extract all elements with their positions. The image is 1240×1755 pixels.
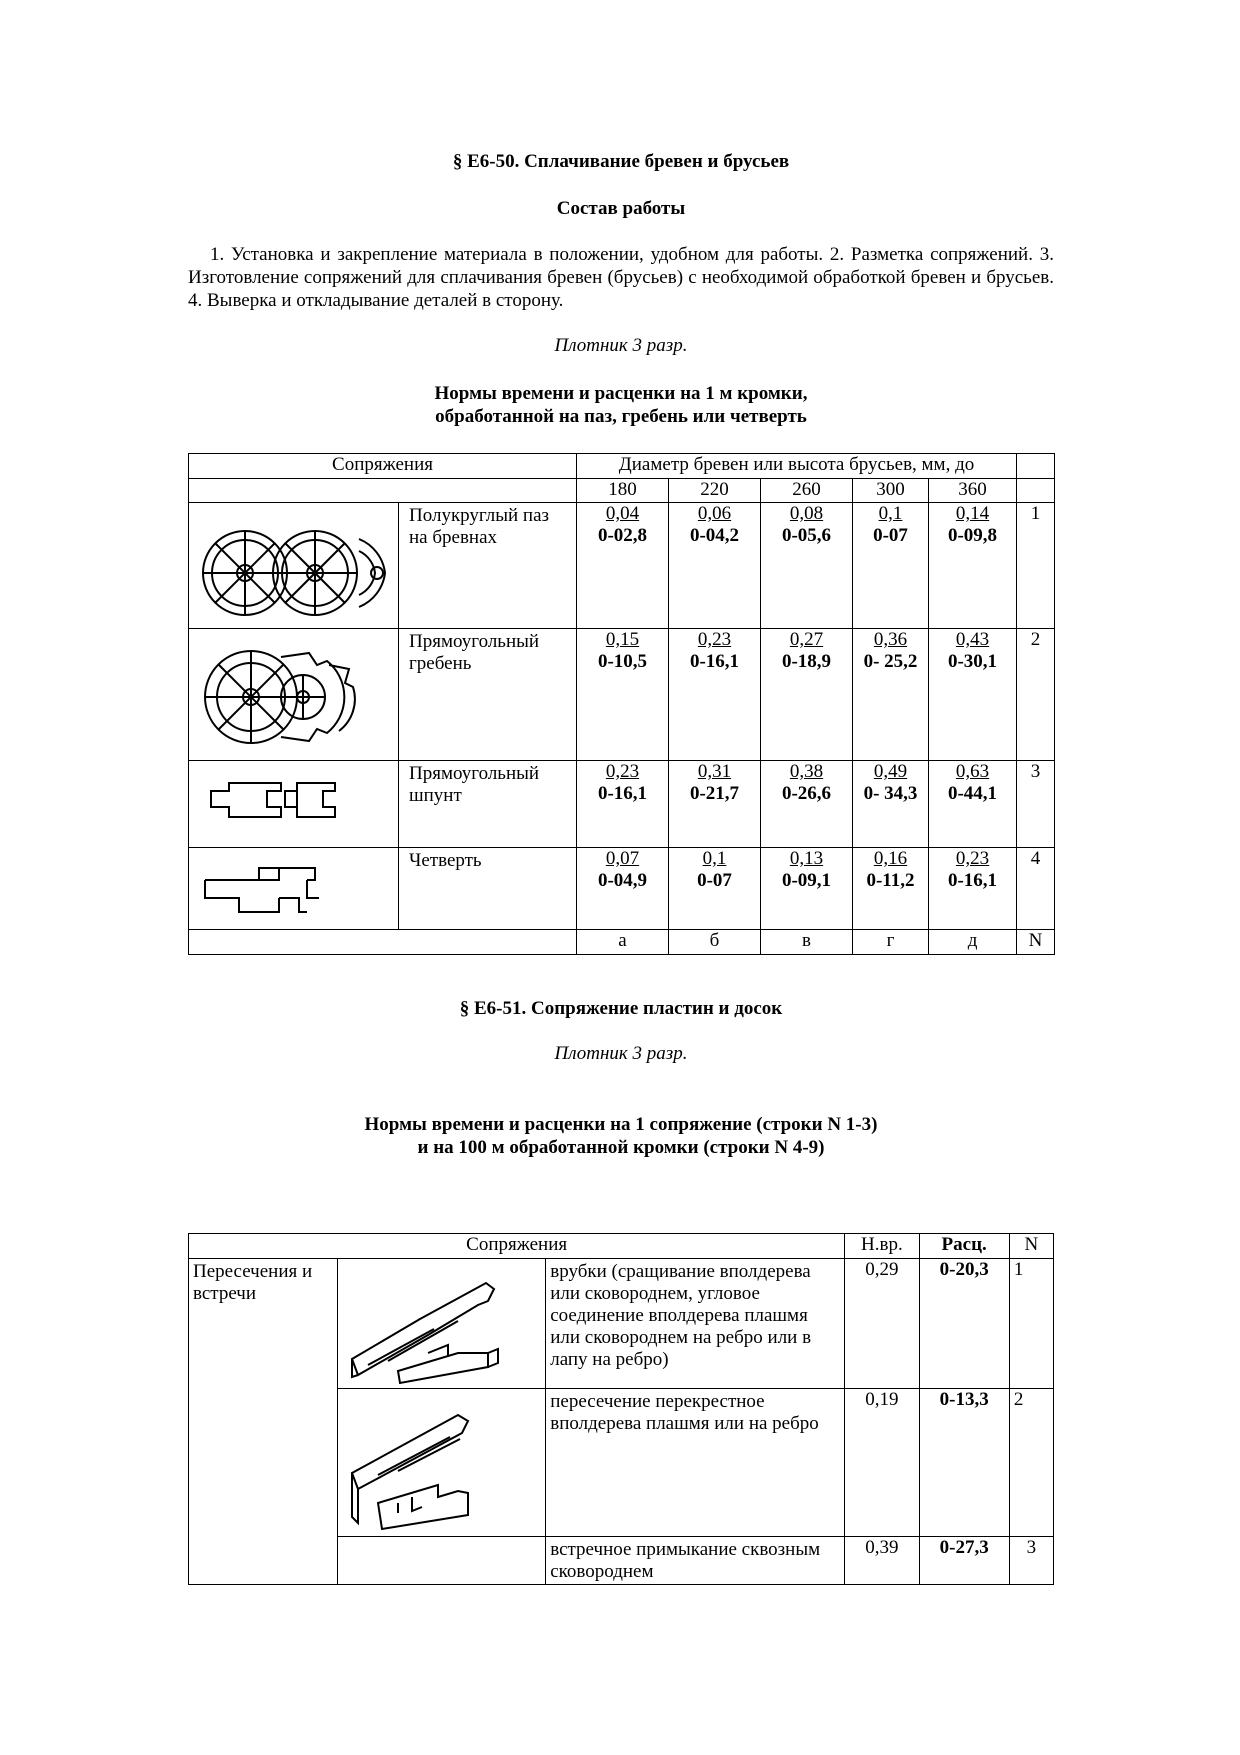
norms-table-1 bbox=[188, 453, 1055, 955]
footer-n: N bbox=[1017, 930, 1055, 955]
row3-col-b: 0,31 0-21,7 bbox=[669, 761, 761, 848]
diameter-260: 260 bbox=[761, 479, 853, 503]
t2-row2-hours: 0,19 bbox=[845, 1389, 919, 1537]
row1-col-g: 0,1 0-07 bbox=[853, 503, 929, 629]
half-lap-joint-icon bbox=[338, 1261, 544, 1386]
subheader-empty bbox=[189, 479, 577, 503]
t2-group-label: Пересечения и встречи bbox=[189, 1259, 338, 1585]
letter-g: г bbox=[853, 930, 929, 955]
table-row bbox=[189, 761, 1055, 848]
row1-figure bbox=[189, 503, 399, 629]
row4-col-g: 0,16 0-11,2 bbox=[853, 848, 929, 930]
header-joints: Сопряжения bbox=[189, 454, 577, 479]
row2-label: Прямоугольный гребень bbox=[399, 629, 577, 761]
norms-title-1b: обработанной на паз, гребень или четверть bbox=[435, 406, 807, 427]
row3-label: Прямоугольный шпунт bbox=[399, 761, 577, 848]
row1-n: 1 bbox=[1017, 503, 1055, 629]
row4-label: Четверть bbox=[399, 848, 577, 930]
row4-col-b: 0,1 0-07 bbox=[669, 848, 761, 930]
t2-header-hours: Н.вр. bbox=[845, 1234, 919, 1259]
t2-header-n: N bbox=[1009, 1234, 1053, 1259]
cross-lap-joint-icon bbox=[338, 1393, 544, 1533]
worker-grade-2: Плотник 3 разр. bbox=[554, 1043, 688, 1064]
t2-row2-n: 2 bbox=[1009, 1389, 1053, 1537]
t2-row2-figure bbox=[337, 1389, 546, 1537]
norms-title-2a: Нормы времени и расценки на 1 сопряжение (строки N 1-3) bbox=[364, 1114, 878, 1135]
worker-grade-1: Плотник 3 разр. bbox=[554, 335, 688, 356]
t2-row2-desc: пересечение перекрестное вполдерева плашмя или на ребро bbox=[546, 1389, 845, 1537]
row2-n: 2 bbox=[1017, 629, 1055, 761]
row2-col-v: 0,27 0-18,9 bbox=[761, 629, 853, 761]
t2-row3-figure bbox=[337, 1537, 546, 1585]
row4-col-v: 0,13 0-09,1 bbox=[761, 848, 853, 930]
header-empty bbox=[1017, 454, 1055, 479]
norms-title-2b: и на 100 м обработанной кромки (строки N 4-9) bbox=[417, 1137, 825, 1158]
row3-n: 3 bbox=[1017, 761, 1055, 848]
section1-title: § Е6-50. Сплачивание бревен и брусьев bbox=[452, 151, 790, 172]
row3-col-a: 0,23 0-16,1 bbox=[577, 761, 669, 848]
t2-row1-desc: врубки (сращивание вполдерева или сковороднем, угловое соединение вполдерева плашмя или сковороднем на ребро или в лапу на ребро) bbox=[546, 1259, 845, 1389]
row1-col-d: 0,14 0-09,8 bbox=[929, 503, 1017, 629]
section2-title: § Е6-51. Сопряжение пластин и досок bbox=[459, 998, 783, 1019]
row4-n: 4 bbox=[1017, 848, 1055, 930]
t2-row3-n: 3 bbox=[1009, 1537, 1053, 1585]
diameter-180: 180 bbox=[577, 479, 669, 503]
row2-col-a: 0,15 0-10,5 bbox=[577, 629, 669, 761]
tongue-groove-icon bbox=[189, 769, 389, 839]
norms-table-2 bbox=[188, 1233, 1054, 1585]
row2-figure bbox=[189, 629, 399, 761]
diameter-220: 220 bbox=[669, 479, 761, 503]
table-row bbox=[189, 1259, 1054, 1389]
t2-row1-figure bbox=[337, 1259, 546, 1389]
row2-col-g: 0,36 0- 25,2 bbox=[853, 629, 929, 761]
t2-row1-price: 0-20,3 bbox=[919, 1259, 1009, 1389]
letter-b: б bbox=[669, 930, 761, 955]
diameter-360: 360 bbox=[929, 479, 1017, 503]
t2-row3-desc: встречное примыкание сквозным сковороднем bbox=[546, 1537, 845, 1585]
row1-col-a: 0,04 0-02,8 bbox=[577, 503, 669, 629]
row2-col-d: 0,43 0-30,1 bbox=[929, 629, 1017, 761]
row2-col-b: 0,23 0-16,1 bbox=[669, 629, 761, 761]
letter-v: в bbox=[761, 930, 853, 955]
footer-empty bbox=[189, 930, 577, 955]
row3-col-v: 0,38 0-26,6 bbox=[761, 761, 853, 848]
row3-col-g: 0,49 0- 34,3 bbox=[853, 761, 929, 848]
t2-header-price: Расц. bbox=[919, 1234, 1009, 1259]
subheader-n-empty bbox=[1017, 479, 1055, 503]
row3-col-d: 0,63 0-44,1 bbox=[929, 761, 1017, 848]
table-row bbox=[189, 503, 1055, 629]
row1-col-b: 0,06 0-04,2 bbox=[669, 503, 761, 629]
row3-figure bbox=[189, 761, 399, 848]
table-row bbox=[189, 629, 1055, 761]
letter-a: а bbox=[577, 930, 669, 955]
t2-row2-price: 0-13,3 bbox=[919, 1389, 1009, 1537]
log-grooves-icon bbox=[189, 511, 389, 621]
t2-header-joints: Сопряжения bbox=[189, 1234, 845, 1259]
diameter-300: 300 bbox=[853, 479, 929, 503]
row1-label: Полукруглый паз на бревнах bbox=[399, 503, 577, 629]
t2-row3-hours: 0,39 bbox=[845, 1537, 919, 1585]
t2-row1-hours: 0,29 bbox=[845, 1259, 919, 1389]
letter-d: д bbox=[929, 930, 1017, 955]
work-text: 1. Установка и закрепление материала в положении, удобном для работы. 2. Разметка сопряжений. 3. Изготовление сопряжений для сплачивания бревен (брусьев) с необходимой обработкой бревен и брусьев. 4. Выверка и откладывание деталей в сторону. bbox=[188, 244, 1054, 311]
row4-figure bbox=[189, 848, 399, 930]
table-row bbox=[189, 848, 1055, 930]
row1-col-v: 0,08 0-05,6 bbox=[761, 503, 853, 629]
row4-col-a: 0,07 0-04,9 bbox=[577, 848, 669, 930]
log-tenon-icon bbox=[189, 635, 389, 755]
work-heading: Состав работы bbox=[556, 198, 686, 219]
row4-col-d: 0,23 0-16,1 bbox=[929, 848, 1017, 930]
t2-row1-n: 1 bbox=[1009, 1259, 1053, 1389]
rabbet-icon bbox=[189, 854, 389, 924]
t2-row3-price: 0-27,3 bbox=[919, 1537, 1009, 1585]
header-diameter: Диаметр бревен или высота брусьев, мм, до bbox=[577, 454, 1017, 479]
norms-title-1a: Нормы времени и расценки на 1 м кромки, bbox=[434, 383, 808, 404]
